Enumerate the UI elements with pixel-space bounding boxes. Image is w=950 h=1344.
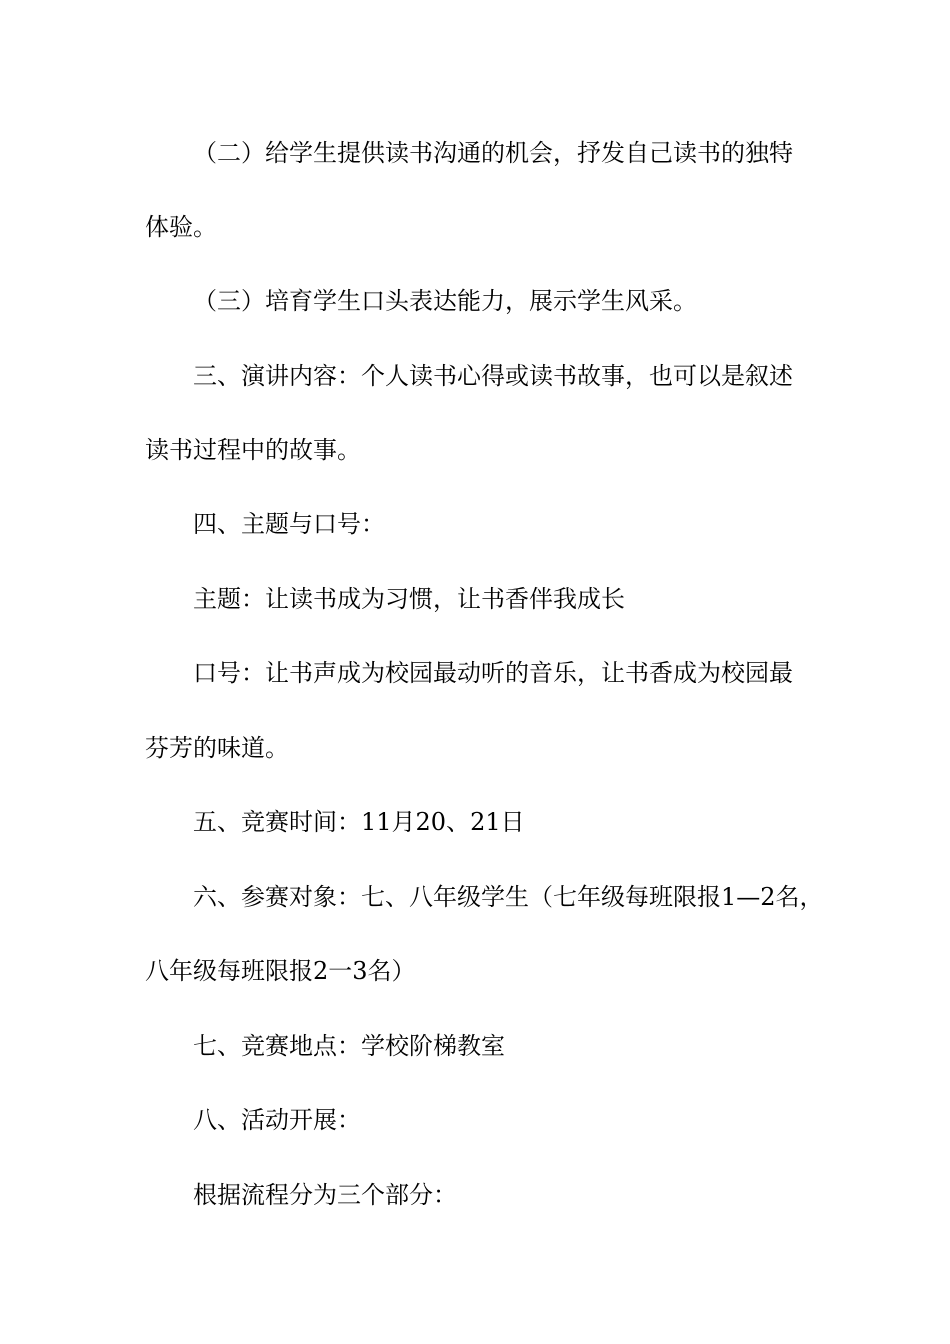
heading-activity: 八、活动开展：	[193, 1106, 361, 1134]
paragraph-competition-location: 七、竞赛地点：学校阶梯教室	[193, 1032, 505, 1060]
paragraph-participants-line-2: 八年级每班限报2一3名）	[145, 957, 416, 985]
paragraph-objective-3: （三）培育学生口头表达能力，展示学生风采。	[193, 287, 697, 315]
paragraph-competition-time: 五、竞赛时间：11月20、21日	[193, 808, 525, 836]
paragraph-speech-content-line-1: 三、演讲内容：个人读书心得或读书故事，也可以是叙述	[193, 362, 793, 390]
paragraph-slogan-line-1: 口号：让书声成为校园最动听的音乐，让书香成为校园最	[193, 659, 793, 687]
paragraph-speech-content-line-2: 读书过程中的故事。	[145, 436, 361, 464]
heading-theme-slogan: 四、主题与口号：	[193, 510, 385, 538]
paragraph-objective-2-line-2: 体验。	[145, 213, 217, 241]
paragraph-theme: 主题：让读书成为习惯，让书香伴我成长	[193, 585, 625, 613]
paragraph-objective-2-line-1: （二）给学生提供读书沟通的机会，抒发自己读书的独特	[193, 139, 793, 167]
paragraph-participants-line-1: 六、参赛对象：七、八年级学生（七年级每班限报1—2名，	[193, 883, 824, 911]
paragraph-process-parts: 根据流程分为三个部分：	[193, 1181, 457, 1209]
paragraph-slogan-line-2: 芬芳的味道。	[145, 734, 289, 762]
